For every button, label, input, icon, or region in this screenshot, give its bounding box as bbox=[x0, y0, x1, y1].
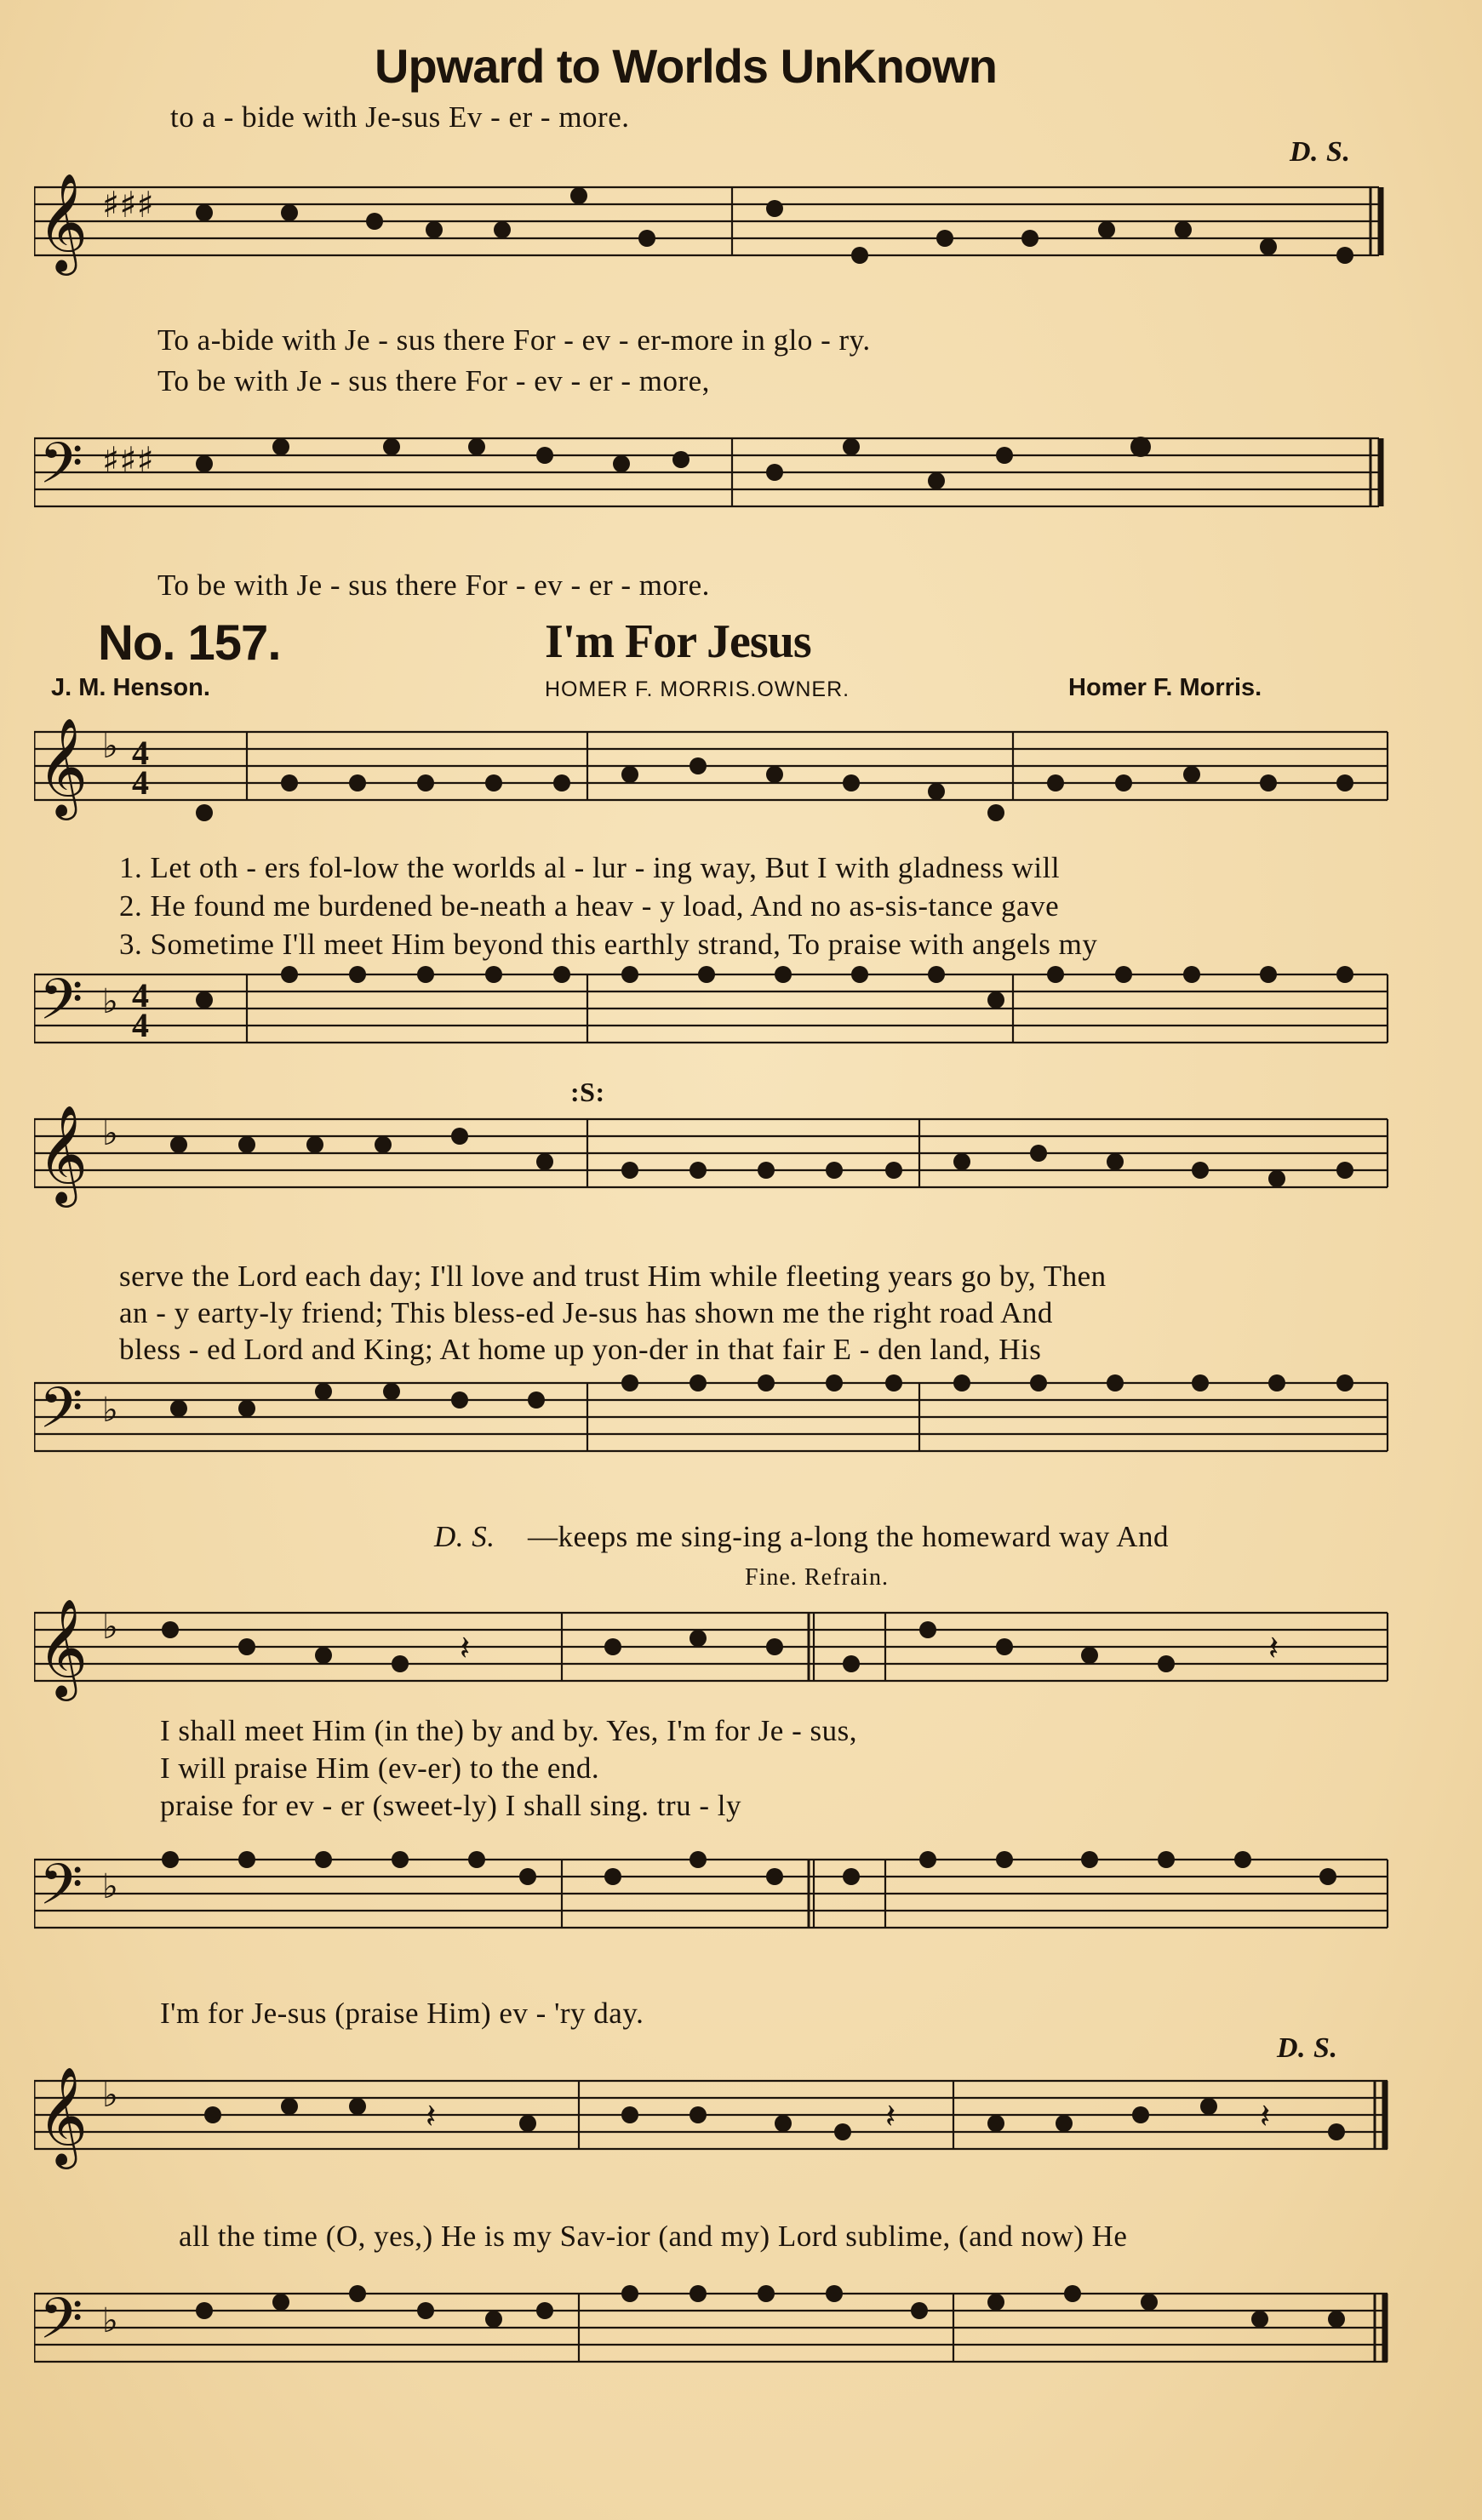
top-lyric-line-2: To a-bide with Je - sus there For - ev - er-more in glo - ry. bbox=[157, 323, 871, 357]
verse3-line-1: I shall meet Him (in the) by and by. Yes, I'm for Je - sus, bbox=[160, 1714, 857, 1747]
svg-text:𝄢: 𝄢 bbox=[39, 967, 83, 1046]
verse2-line-2: an - y earty-ly friend; This bless-ed Je-sus has shown me the right road And bbox=[119, 1296, 1053, 1329]
copyright-owner: HOMER F. MORRIS.OWNER. bbox=[545, 677, 850, 701]
svg-text:𝄽: 𝄽 bbox=[1260, 2097, 1271, 2136]
svg-text:4: 4 bbox=[132, 976, 149, 1014]
system3-treble-staff bbox=[34, 1600, 1391, 1711]
svg-text:𝄢: 𝄢 bbox=[39, 1375, 83, 1454]
svg-text:𝄽: 𝄽 bbox=[460, 1629, 471, 1668]
ds-line-mark: D. S. bbox=[434, 1520, 495, 1553]
svg-text:𝄽: 𝄽 bbox=[885, 2097, 896, 2136]
svg-text:♭: ♭ bbox=[102, 2301, 118, 2340]
system1-bass-staff bbox=[34, 962, 1391, 1072]
system1-treble-staff bbox=[34, 719, 1391, 830]
song-number: No. 157. bbox=[98, 615, 281, 671]
svg-text:4: 4 bbox=[132, 763, 149, 802]
final-lyric-line: all the time (O, yes,) He is my Sav-ior (and my) Lord sublime, (and now) He bbox=[179, 2220, 1128, 2253]
svg-text:4: 4 bbox=[132, 734, 149, 772]
svg-text:𝄽: 𝄽 bbox=[1268, 1629, 1279, 1668]
bass-refrain-lyric: I'm for Je-sus (praise Him) ev - 'ry day. bbox=[160, 1997, 644, 2030]
svg-text:♭: ♭ bbox=[102, 982, 118, 1021]
svg-text:𝄞: 𝄞 bbox=[37, 1106, 89, 1203]
song-title: I'm For Jesus bbox=[545, 615, 811, 668]
verse1-line-2: 2. He found me burdened be-neath a heav - y load, And no as-sis-tance gave bbox=[119, 889, 1060, 923]
refrain-mark: Refrain. bbox=[804, 1564, 889, 1591]
verse3-line-3: praise for ev - er (sweet-ly) I shall sing. tru - ly bbox=[160, 1789, 742, 1822]
top-song-title: Upward to Worlds UnKnown bbox=[375, 39, 997, 93]
top-lyric-line-4: To be with Je - sus there For - ev - er - more. bbox=[157, 569, 710, 602]
svg-text:𝄞: 𝄞 bbox=[37, 2068, 89, 2165]
system2-bass-staff bbox=[34, 1370, 1391, 1481]
svg-text:𝄞: 𝄞 bbox=[37, 1600, 89, 1697]
system4-bass-staff bbox=[34, 2281, 1391, 2391]
verse1-line-3: 3. Sometime I'll meet Him beyond this earthly strand, To praise with angels my bbox=[119, 928, 1098, 961]
verse2-line-3: bless - ed Lord and King; At home up yon-der in that fair E - den land, His bbox=[119, 1333, 1042, 1366]
lyricist-credit: J. M. Henson. bbox=[51, 674, 210, 701]
top-treble-staff bbox=[34, 174, 1391, 285]
svg-text:♭: ♭ bbox=[102, 1114, 118, 1153]
verse1-line-1: 1. Let oth - ers fol-low the worlds al - lur - ing way, But I with gladness will bbox=[119, 851, 1061, 884]
svg-text:4: 4 bbox=[132, 1006, 149, 1044]
svg-text:♭: ♭ bbox=[102, 1391, 118, 1430]
svg-text:𝄢: 𝄢 bbox=[39, 2286, 83, 2365]
svg-text:♭: ♭ bbox=[102, 2076, 118, 2115]
svg-text:𝄽: 𝄽 bbox=[426, 2097, 437, 2136]
svg-text:𝄢: 𝄢 bbox=[39, 1852, 83, 1931]
top-ds-mark: D. S. bbox=[1290, 136, 1351, 168]
top-lyric-line-1: to a - bide with Je-sus Ev - er - more. bbox=[170, 100, 630, 134]
verse3-line-2: I will praise Him (ev-er) to the end. bbox=[160, 1751, 600, 1785]
svg-text:♯♯♯: ♯♯♯ bbox=[102, 184, 154, 226]
system4-treble-staff bbox=[34, 2068, 1391, 2179]
svg-text:♭: ♭ bbox=[102, 727, 118, 766]
svg-text:♭: ♭ bbox=[102, 1867, 118, 1906]
segno-mark: :S: bbox=[570, 1077, 605, 1107]
composer-credit: Homer F. Morris. bbox=[1068, 674, 1262, 701]
top-lyric-line-3: To be with Je - sus there For - ev - er - more, bbox=[157, 364, 710, 397]
svg-text:♭: ♭ bbox=[102, 1608, 118, 1647]
ds-end-mark: D. S. bbox=[1277, 2032, 1338, 2064]
svg-text:𝄞: 𝄞 bbox=[37, 174, 89, 271]
ds-line-text: —keeps me sing-ing a-long the homeward way And bbox=[528, 1520, 1169, 1553]
top-bass-staff bbox=[34, 426, 1391, 536]
svg-text:♯♯♯: ♯♯♯ bbox=[102, 439, 154, 481]
system3-bass-staff bbox=[34, 1847, 1391, 1957]
svg-text:𝄞: 𝄞 bbox=[37, 719, 89, 816]
fine-mark: Fine. bbox=[745, 1564, 798, 1591]
svg-text:𝄢: 𝄢 bbox=[39, 431, 83, 510]
verse2-line-1: serve the Lord each day; I'll love and trust Him while fleeting years go by, Then bbox=[119, 1260, 1107, 1293]
system2-treble-staff bbox=[34, 1106, 1391, 1217]
